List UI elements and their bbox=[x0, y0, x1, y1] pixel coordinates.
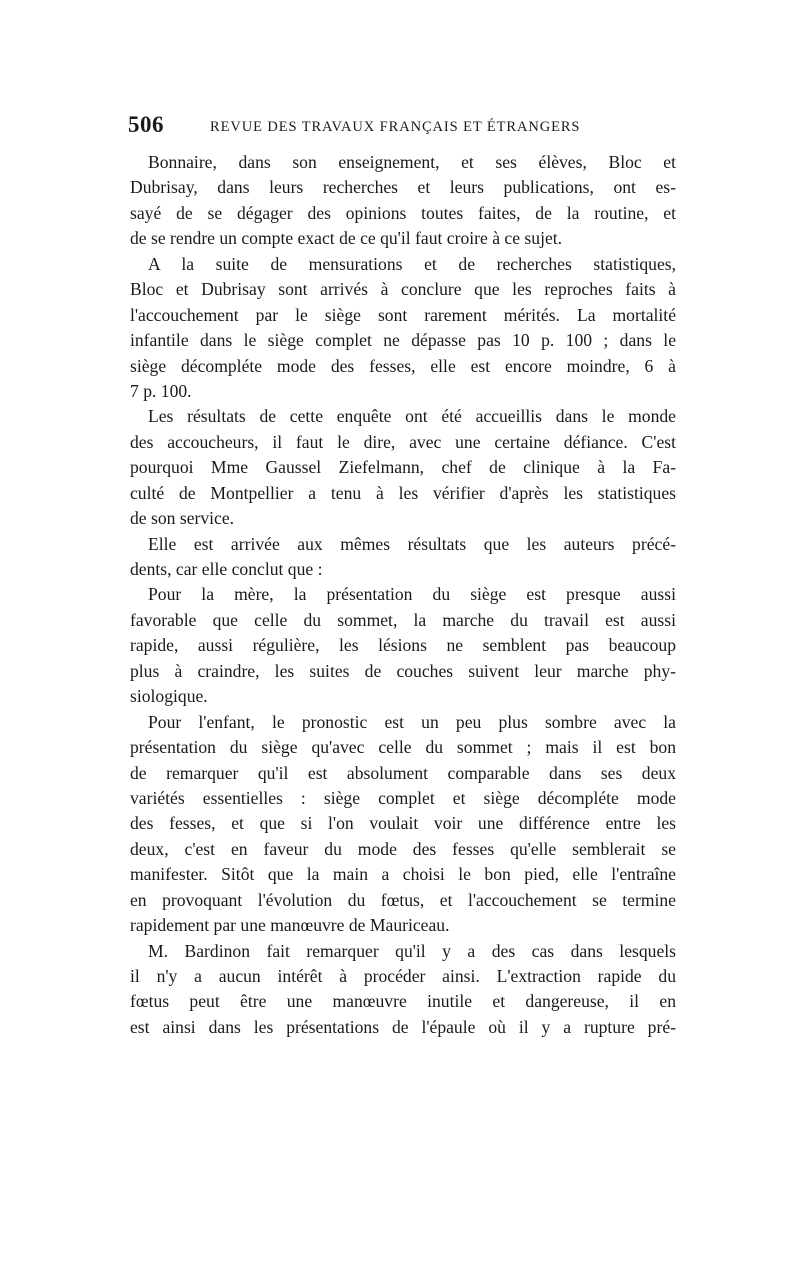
text-line: siologique. bbox=[130, 686, 208, 707]
text-line: pourquoi Mme Gaussel Ziefelmann, chef de clinique à la Fa- bbox=[130, 457, 676, 478]
text-line: variétés essentielles : siège complet et siège décompléte mode bbox=[130, 787, 676, 808]
text-line: fœtus peut être une manœuvre inutile et dangereuse, il en bbox=[130, 991, 676, 1012]
text-line: sayé de se dégager des opinions toutes faites, de la routine, et bbox=[130, 202, 676, 223]
text-line: de se rendre un compte exact de ce qu'il faut croire à ce sujet. bbox=[130, 228, 563, 249]
text-line: Elle est arrivée aux mêmes résultats que les auteurs précé- bbox=[148, 533, 676, 554]
page-header bbox=[128, 112, 676, 142]
text-line: est ainsi dans les présentations de l'épaule où il y a rupture pré- bbox=[130, 1016, 676, 1037]
text-line: plus à craindre, les suites de couches suivent leur marche phy- bbox=[130, 660, 676, 681]
text-line: infantile dans le siège complet ne dépasse pas 10 p. 100 ; dans le bbox=[130, 330, 676, 351]
text-line: M. Bardinon fait remarquer qu'il y a des cas dans lesquels bbox=[148, 940, 676, 961]
text-line: manifester. Sitôt que la main a choisi le bon pied, elle l'entraîne bbox=[130, 864, 676, 885]
text-line: Pour la mère, la présentation du siège est presque aussi bbox=[148, 584, 676, 605]
text-line: présentation du siège qu'avec celle du sommet ; mais il est bon bbox=[130, 737, 676, 758]
text-line: deux, c'est en faveur du mode des fesses qu'elle semblerait se bbox=[130, 838, 676, 859]
text-line: de remarquer qu'il est absolument comparable dans ses deux bbox=[130, 762, 676, 783]
text-line: siège décompléte mode des fesses, elle est encore moindre, 6 à bbox=[130, 355, 676, 376]
text-line: 7 p. 100. bbox=[130, 380, 192, 401]
text-line: il n'y a aucun intérêt à procéder ainsi. L'extraction rapide du bbox=[130, 966, 676, 986]
text-line: de son service. bbox=[130, 508, 235, 529]
text-line: l'accouchement par le siège sont rarement mérités. La mortalité bbox=[130, 304, 676, 325]
text-line: des fesses, et que si l'on voulait voir une différence entre les bbox=[130, 813, 676, 834]
running-head: REVUE DES TRAVAUX FRANÇAIS ET ÉTRANGERS bbox=[210, 119, 581, 135]
text-line: Les résultats de cette enquête ont été accueillis dans le monde bbox=[148, 406, 676, 427]
text-line: Bloc et Dubrisay sont arrivés à conclure que les reproches faits à bbox=[130, 279, 676, 300]
text-line: Bonnaire, dans son enseignement, et ses élèves, Bloc et bbox=[148, 152, 676, 172]
text-line: rapide, aussi régulière, les lésions ne semblent pas beaucoup bbox=[130, 635, 676, 656]
text-line: A la suite de mensurations et de recherches statistiques, bbox=[148, 253, 676, 274]
body-text bbox=[130, 150, 676, 1040]
text-line: Dubrisay, dans leurs recherches et leurs publications, ont es- bbox=[130, 177, 676, 198]
text-line: culté de Montpellier a tenu à les vérifier d'après les statistiques bbox=[130, 482, 676, 503]
text-line: Pour l'enfant, le pronostic est un peu plus sombre avec la bbox=[148, 711, 676, 732]
page-number: 506 bbox=[128, 112, 164, 137]
text-line: en provoquant l'évolution du fœtus, et l'accouchement se termine bbox=[130, 889, 676, 910]
text-line: des accoucheurs, il faut le dire, avec une certaine défiance. C'est bbox=[130, 431, 676, 452]
text-line: favorable que celle du sommet, la marche du travail est aussi bbox=[130, 609, 676, 630]
text-line: dents, car elle conclut que : bbox=[130, 559, 323, 579]
text-line: rapidement par une manœuvre de Mauriceau. bbox=[130, 915, 450, 936]
